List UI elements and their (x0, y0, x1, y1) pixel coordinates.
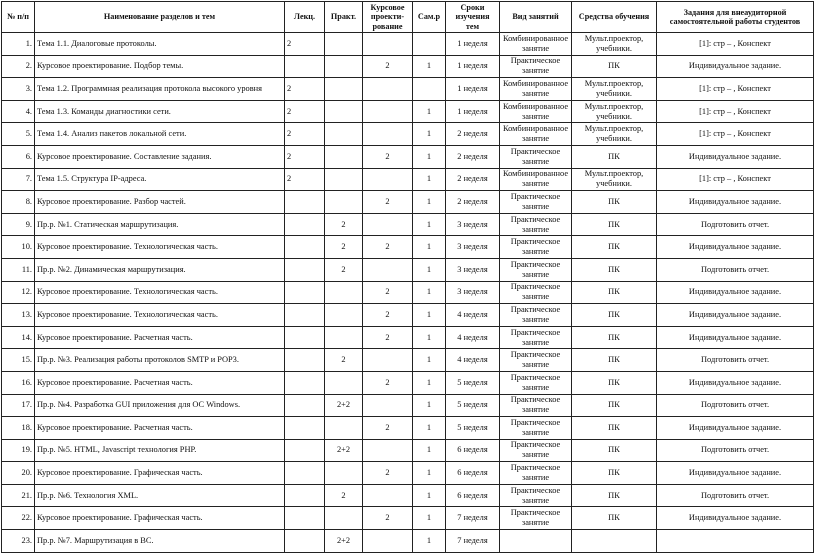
row-self-study: 1 (413, 371, 446, 394)
row-teaching-aids: ПК (572, 507, 657, 530)
row-course-project: 2 (363, 417, 413, 440)
row-course-project (363, 349, 413, 372)
row-practice (325, 417, 363, 440)
row-term: 3 неделя (446, 281, 500, 304)
row-practice (325, 304, 363, 327)
row-lesson-type: Практическое занятие (500, 281, 572, 304)
row-topic: Тема 1.4. Анализ пакетов локальной сети. (35, 123, 285, 146)
row-self-study: 1 (413, 281, 446, 304)
row-teaching-aids: ПК (572, 145, 657, 168)
row-number: 23. (2, 530, 35, 553)
row-lesson-type: Комбинированное занятие (500, 168, 572, 191)
row-self-study (413, 33, 446, 56)
row-number: 14. (2, 326, 35, 349)
row-course-project: 2 (363, 507, 413, 530)
row-lectures (285, 394, 325, 417)
row-self-study: 1 (413, 394, 446, 417)
row-lectures (285, 371, 325, 394)
row-lesson-type: Практическое занятие (500, 417, 572, 440)
row-lesson-type: Практическое занятие (500, 191, 572, 214)
row-term: 4 неделя (446, 349, 500, 372)
row-topic: Пр.р. №6. Технология XML. (35, 484, 285, 507)
row-lectures (285, 326, 325, 349)
row-course-project: 2 (363, 462, 413, 485)
row-number: 16. (2, 371, 35, 394)
row-teaching-aids: ПК (572, 304, 657, 327)
row-practice (325, 507, 363, 530)
table-row (2, 439, 814, 462)
row-course-project (363, 100, 413, 123)
table-row (2, 78, 814, 101)
row-lesson-type: Практическое занятие (500, 258, 572, 281)
row-practice: 2 (325, 349, 363, 372)
table-row (2, 168, 814, 191)
row-lectures (285, 191, 325, 214)
row-teaching-aids: ПК (572, 349, 657, 372)
row-assignment: [1]: стр – , Конспект (657, 168, 814, 191)
row-practice (325, 145, 363, 168)
row-course-project (363, 168, 413, 191)
row-assignment: Подготовить отчет. (657, 349, 814, 372)
row-teaching-aids: ПК (572, 462, 657, 485)
row-course-project (363, 258, 413, 281)
row-course-project: 2 (363, 326, 413, 349)
row-topic: Пр.р. №1. Статическая маршрутизация. (35, 213, 285, 236)
header-kurs: Курсовое проекти-рование (363, 2, 413, 33)
row-course-project (363, 394, 413, 417)
row-assignment: Индивидуальное задание. (657, 417, 814, 440)
row-number: 13. (2, 304, 35, 327)
row-term: 6 неделя (446, 462, 500, 485)
row-topic: Курсовое проектирование. Технологическая часть. (35, 304, 285, 327)
row-number: 6. (2, 145, 35, 168)
row-practice: 2+2 (325, 394, 363, 417)
row-practice (325, 100, 363, 123)
row-assignment: [1]: стр – , Конспект (657, 123, 814, 146)
row-self-study: 1 (413, 439, 446, 462)
row-term: 2 неделя (446, 168, 500, 191)
table-row (2, 349, 814, 372)
row-term: 1 неделя (446, 100, 500, 123)
row-term: 1 неделя (446, 78, 500, 101)
row-term: 5 неделя (446, 394, 500, 417)
row-topic: Пр.р. №5. HTML, Javascript технология PHP. (35, 439, 285, 462)
row-topic: Курсовое проектирование. Технологическая часть. (35, 281, 285, 304)
row-number: 7. (2, 168, 35, 191)
row-self-study: 1 (413, 258, 446, 281)
row-topic: Пр.р. №4. Разработка GUI приложения для ОС Windows. (35, 394, 285, 417)
row-practice: 2 (325, 258, 363, 281)
row-lectures: 2 (285, 100, 325, 123)
row-self-study (413, 78, 446, 101)
row-topic: Тема 1.3. Команды диагностики сети. (35, 100, 285, 123)
row-lesson-type: Практическое занятие (500, 507, 572, 530)
row-course-project (363, 484, 413, 507)
row-practice (325, 326, 363, 349)
row-topic: Курсовое проектирование. Технологическая часть. (35, 236, 285, 259)
row-self-study: 1 (413, 462, 446, 485)
row-self-study: 1 (413, 55, 446, 78)
row-topic: Курсовое проектирование. Подбор темы. (35, 55, 285, 78)
row-term: 1 неделя (446, 55, 500, 78)
row-assignment: Индивидуальное задание. (657, 281, 814, 304)
row-number: 4. (2, 100, 35, 123)
row-self-study: 1 (413, 213, 446, 236)
row-lectures (285, 530, 325, 553)
row-teaching-aids: Мульт.проектор, учебники. (572, 123, 657, 146)
row-number: 10. (2, 236, 35, 259)
row-practice (325, 462, 363, 485)
row-self-study: 1 (413, 168, 446, 191)
table-row (2, 55, 814, 78)
row-number: 9. (2, 213, 35, 236)
row-topic: Курсовое проектирование. Расчетная часть. (35, 417, 285, 440)
row-teaching-aids: ПК (572, 236, 657, 259)
row-course-project: 2 (363, 371, 413, 394)
row-number: 19. (2, 439, 35, 462)
row-lectures: 2 (285, 168, 325, 191)
row-lesson-type: Комбинированное занятие (500, 33, 572, 56)
row-teaching-aids: ПК (572, 439, 657, 462)
row-lesson-type: Практическое занятие (500, 304, 572, 327)
row-teaching-aids: Мульт.проектор, учебники. (572, 33, 657, 56)
header-lek: Лекц. (285, 2, 325, 33)
row-term: 4 неделя (446, 326, 500, 349)
row-teaching-aids: ПК (572, 281, 657, 304)
row-topic: Тема 1.2. Программная реализация протокола высокого уровня (35, 78, 285, 101)
row-assignment: Подготовить отчет. (657, 258, 814, 281)
row-lectures: 2 (285, 123, 325, 146)
row-course-project: 2 (363, 236, 413, 259)
row-assignment (657, 530, 814, 553)
row-number: 1. (2, 33, 35, 56)
row-term: 3 неделя (446, 258, 500, 281)
row-lectures (285, 417, 325, 440)
row-lesson-type: Практическое занятие (500, 462, 572, 485)
row-teaching-aids: ПК (572, 394, 657, 417)
row-assignment: [1]: стр – , Конспект (657, 100, 814, 123)
row-lesson-type: Практическое занятие (500, 236, 572, 259)
table-row (2, 484, 814, 507)
table-row (2, 191, 814, 214)
row-number: 12. (2, 281, 35, 304)
header-zadaniya: Задания для внеаудиторной самостоятельной работы студентов (657, 2, 814, 33)
table-row (2, 417, 814, 440)
table-row (2, 236, 814, 259)
header-vid: Вид занятий (500, 2, 572, 33)
table-row (2, 304, 814, 327)
row-self-study: 1 (413, 326, 446, 349)
row-teaching-aids: ПК (572, 191, 657, 214)
table-row (2, 100, 814, 123)
row-course-project (363, 213, 413, 236)
row-lectures (285, 281, 325, 304)
row-self-study: 1 (413, 100, 446, 123)
row-practice (325, 191, 363, 214)
row-assignment: Подготовить отчет. (657, 484, 814, 507)
row-number: 3. (2, 78, 35, 101)
row-term: 2 неделя (446, 123, 500, 146)
row-topic: Курсовое проектирование. Расчетная часть. (35, 326, 285, 349)
row-number: 8. (2, 191, 35, 214)
thematic-plan-table (1, 1, 814, 553)
row-lesson-type: Практическое занятие (500, 326, 572, 349)
row-assignment: Индивидуальное задание. (657, 55, 814, 78)
row-teaching-aids: ПК (572, 371, 657, 394)
row-lesson-type: Комбинированное занятие (500, 100, 572, 123)
row-self-study: 1 (413, 349, 446, 372)
row-course-project: 2 (363, 55, 413, 78)
table-row (2, 123, 814, 146)
row-topic: Курсовое проектирование. Графическая часть. (35, 507, 285, 530)
row-teaching-aids: ПК (572, 417, 657, 440)
row-teaching-aids: Мульт.проектор, учебники. (572, 100, 657, 123)
row-teaching-aids: Мульт.проектор, учебники. (572, 168, 657, 191)
row-term: 6 неделя (446, 439, 500, 462)
row-self-study: 1 (413, 236, 446, 259)
row-assignment: Подготовить отчет. (657, 394, 814, 417)
row-assignment: [1]: стр – , Конспект (657, 78, 814, 101)
row-self-study: 1 (413, 530, 446, 553)
row-term: 1 неделя (446, 33, 500, 56)
row-course-project (363, 439, 413, 462)
row-practice (325, 33, 363, 56)
row-lectures (285, 349, 325, 372)
row-topic: Курсовое проектирование. Составление задания. (35, 145, 285, 168)
row-course-project (363, 78, 413, 101)
row-lectures (285, 462, 325, 485)
row-assignment: Подготовить отчет. (657, 439, 814, 462)
row-lesson-type: Комбинированное занятие (500, 78, 572, 101)
row-term: 2 неделя (446, 191, 500, 214)
row-course-project (363, 123, 413, 146)
row-practice (325, 281, 363, 304)
row-lectures: 2 (285, 33, 325, 56)
row-self-study: 1 (413, 145, 446, 168)
row-term: 4 неделя (446, 304, 500, 327)
row-lesson-type: Практическое занятие (500, 371, 572, 394)
row-term: 5 неделя (446, 371, 500, 394)
table-row (2, 145, 814, 168)
row-number: 17. (2, 394, 35, 417)
row-course-project: 2 (363, 145, 413, 168)
row-lesson-type (500, 530, 572, 553)
table-row (2, 213, 814, 236)
row-self-study: 1 (413, 304, 446, 327)
row-number: 20. (2, 462, 35, 485)
header-samr: Сам.р (413, 2, 446, 33)
row-lectures: 2 (285, 145, 325, 168)
row-teaching-aids: ПК (572, 484, 657, 507)
row-lectures (285, 258, 325, 281)
row-number: 2. (2, 55, 35, 78)
row-practice: 2 (325, 213, 363, 236)
row-assignment: Индивидуальное задание. (657, 371, 814, 394)
row-topic: Тема 1.1. Диалоговые протоколы. (35, 33, 285, 56)
header-sroki: Сроки изучения тем (446, 2, 500, 33)
row-number: 22. (2, 507, 35, 530)
row-practice: 2 (325, 484, 363, 507)
row-practice: 2+2 (325, 439, 363, 462)
row-lesson-type: Практическое занятие (500, 145, 572, 168)
row-lectures: 2 (285, 78, 325, 101)
table-row (2, 326, 814, 349)
header-prakt: Практ. (325, 2, 363, 33)
row-course-project: 2 (363, 304, 413, 327)
row-assignment: Индивидуальное задание. (657, 236, 814, 259)
row-lesson-type: Практическое занятие (500, 439, 572, 462)
row-practice: 2+2 (325, 530, 363, 553)
row-assignment: [1]: стр – , Конспект (657, 33, 814, 56)
row-course-project (363, 530, 413, 553)
row-term: 7 неделя (446, 530, 500, 553)
table-row (2, 507, 814, 530)
row-topic: Пр.р. №7. Маршрутизация в ВС. (35, 530, 285, 553)
row-course-project: 2 (363, 191, 413, 214)
row-assignment: Индивидуальное задание. (657, 462, 814, 485)
row-topic: Курсовое проектирование. Графическая часть. (35, 462, 285, 485)
row-lectures (285, 507, 325, 530)
row-assignment: Индивидуальное задание. (657, 191, 814, 214)
row-lectures (285, 484, 325, 507)
table-row (2, 530, 814, 553)
row-term: 3 неделя (446, 236, 500, 259)
row-number: 18. (2, 417, 35, 440)
row-teaching-aids: ПК (572, 55, 657, 78)
row-term: 6 неделя (446, 484, 500, 507)
row-practice (325, 168, 363, 191)
table-row (2, 371, 814, 394)
row-practice (325, 123, 363, 146)
row-topic: Тема 1.5. Структура IP-адреса. (35, 168, 285, 191)
row-lesson-type: Практическое занятие (500, 349, 572, 372)
row-lectures (285, 439, 325, 462)
row-teaching-aids: ПК (572, 326, 657, 349)
header-sredstva: Средства обучения (572, 2, 657, 33)
row-teaching-aids: Мульт.проектор, учебники. (572, 78, 657, 101)
row-teaching-aids: ПК (572, 213, 657, 236)
table-row (2, 33, 814, 56)
row-lesson-type: Практическое занятие (500, 213, 572, 236)
row-practice (325, 55, 363, 78)
table-body (2, 33, 814, 553)
row-number: 5. (2, 123, 35, 146)
row-lesson-type: Практическое занятие (500, 55, 572, 78)
table-row (2, 394, 814, 417)
row-self-study: 1 (413, 484, 446, 507)
row-teaching-aids: ПК (572, 258, 657, 281)
header-name: Наименование разделов и тем (35, 2, 285, 33)
row-topic: Пр.р. №2. Динамическая маршрутизация. (35, 258, 285, 281)
row-lesson-type: Практическое занятие (500, 394, 572, 417)
row-number: 21. (2, 484, 35, 507)
row-topic: Пр.р. №3. Реализация работы протоколов SMTP и POP3. (35, 349, 285, 372)
row-assignment: Индивидуальное задание. (657, 507, 814, 530)
row-lectures (285, 213, 325, 236)
row-assignment: Индивидуальное задание. (657, 326, 814, 349)
row-lesson-type: Комбинированное занятие (500, 123, 572, 146)
row-assignment: Индивидуальное задание. (657, 304, 814, 327)
row-practice (325, 371, 363, 394)
row-topic: Курсовое проектирование. Расчетная часть. (35, 371, 285, 394)
row-term: 3 неделя (446, 213, 500, 236)
row-self-study: 1 (413, 417, 446, 440)
row-assignment: Индивидуальное задание. (657, 145, 814, 168)
row-term: 5 неделя (446, 417, 500, 440)
row-practice: 2 (325, 236, 363, 259)
row-course-project: 2 (363, 281, 413, 304)
row-self-study: 1 (413, 191, 446, 214)
header-num: № п/п (2, 2, 35, 33)
table-row (2, 258, 814, 281)
row-assignment: Подготовить отчет. (657, 213, 814, 236)
row-topic: Курсовое проектирование. Разбор частей. (35, 191, 285, 214)
header-row (2, 2, 814, 33)
table-row (2, 281, 814, 304)
row-lesson-type: Практическое занятие (500, 484, 572, 507)
row-term: 2 неделя (446, 145, 500, 168)
row-course-project (363, 33, 413, 56)
row-number: 11. (2, 258, 35, 281)
row-self-study: 1 (413, 507, 446, 530)
row-lectures (285, 304, 325, 327)
row-lectures (285, 236, 325, 259)
table-row (2, 462, 814, 485)
row-self-study: 1 (413, 123, 446, 146)
row-term: 7 неделя (446, 507, 500, 530)
row-number: 15. (2, 349, 35, 372)
row-teaching-aids (572, 530, 657, 553)
row-practice (325, 78, 363, 101)
row-lectures (285, 55, 325, 78)
